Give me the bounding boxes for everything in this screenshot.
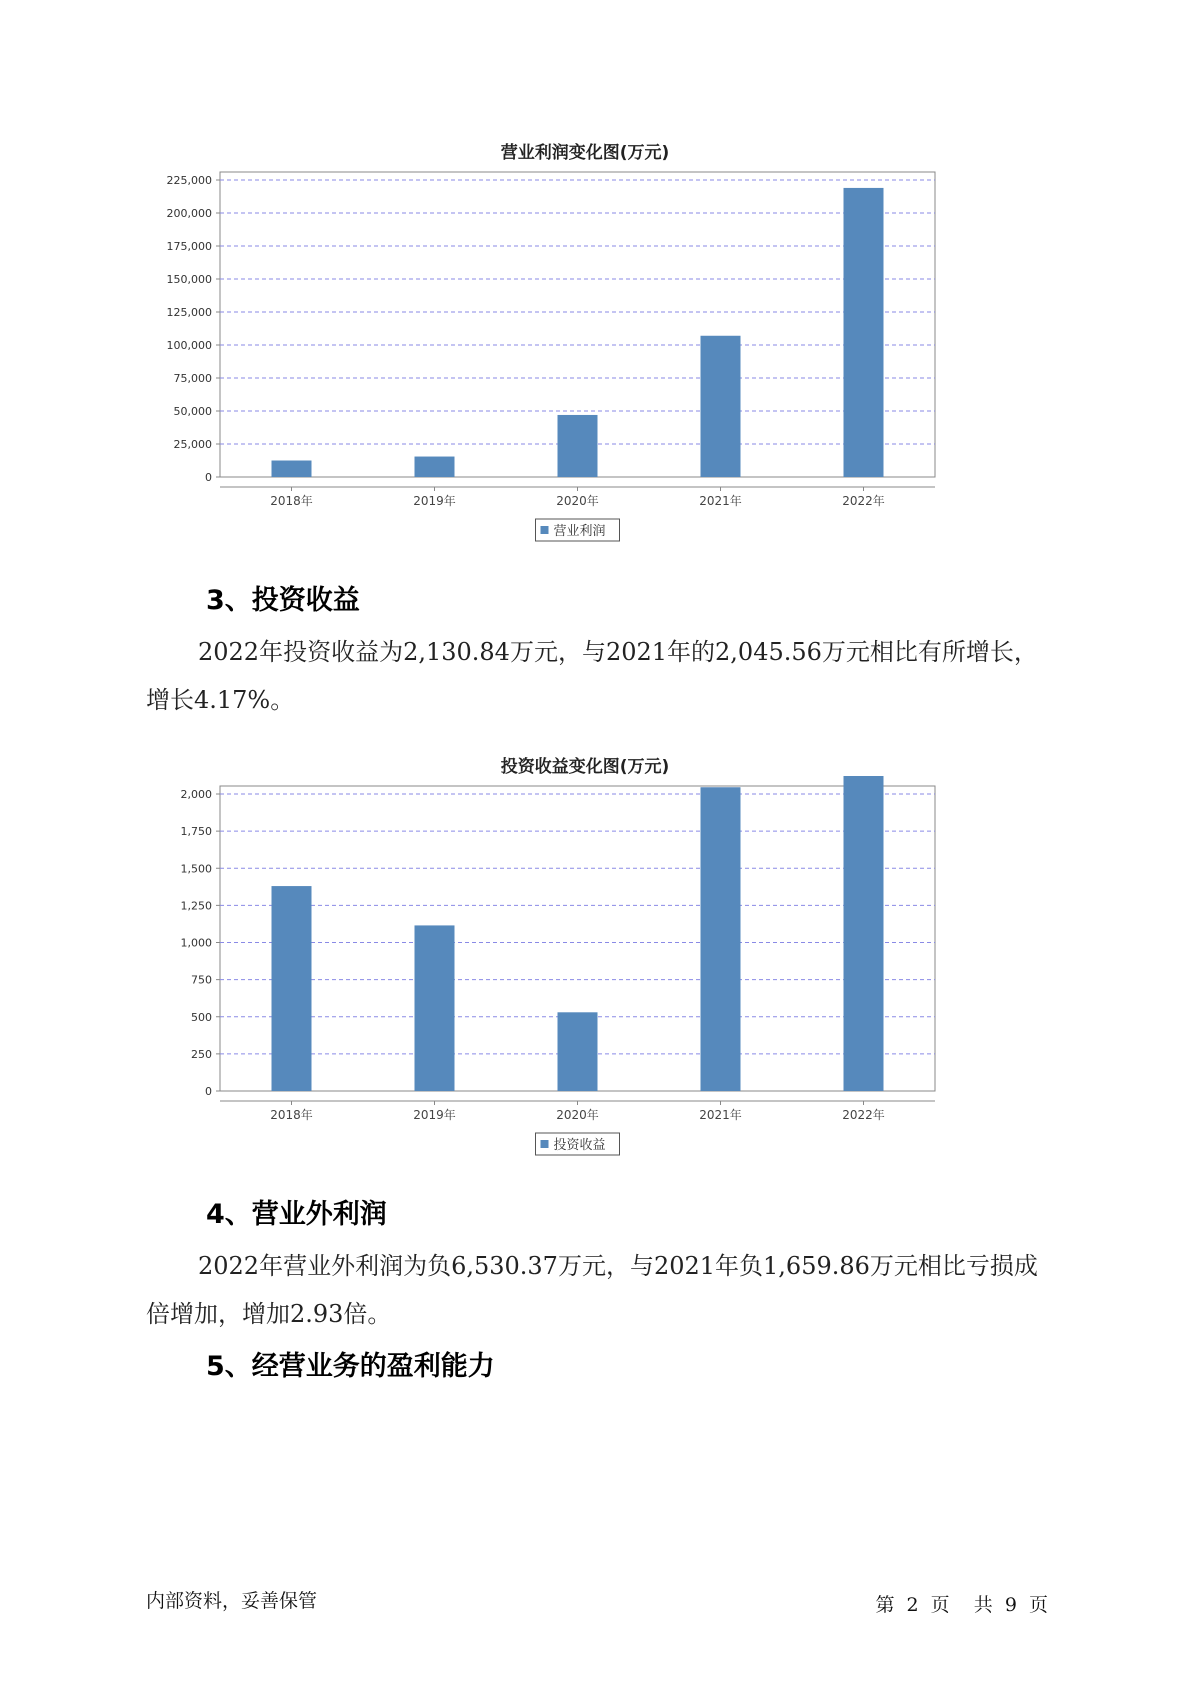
x-tick-label: 2021年: [699, 1108, 742, 1122]
investment-income-chart: [150, 752, 1020, 1172]
y-tick-label: 1,250: [180, 899, 212, 913]
bar: [272, 461, 312, 478]
y-tick-label: 150,000: [166, 273, 212, 286]
y-tick-label: 1,000: [180, 936, 212, 950]
y-tick-label: 75,000: [173, 372, 212, 385]
legend-swatch: [541, 526, 549, 534]
section-heading-profitability: 5、经营业务的盈利能力: [206, 1351, 495, 1382]
y-tick-label: 1,750: [180, 825, 212, 839]
section-heading-non-operating-profit: 4、营业外利润: [206, 1199, 387, 1230]
x-tick-label: 2019年: [413, 494, 456, 508]
y-tick-label: 0: [205, 471, 212, 484]
x-tick-label: 2021年: [699, 494, 742, 508]
x-tick-label: 2018年: [270, 494, 313, 508]
x-tick-label: 2022年: [842, 494, 885, 508]
y-tick-label: 100,000: [166, 339, 212, 352]
page-num: 2: [906, 1594, 919, 1616]
total-prefix: 共: [973, 1594, 993, 1616]
page-prefix: 第: [875, 1594, 895, 1616]
y-tick-label: 500: [191, 1010, 212, 1024]
page-suffix: 页: [930, 1594, 950, 1616]
operating-profit-chart: [150, 138, 1020, 558]
x-tick-label: 2022年: [842, 1108, 885, 1122]
x-tick-label: 2018年: [270, 1108, 313, 1122]
y-tick-label: 175,000: [166, 240, 212, 253]
y-tick-label: 25,000: [173, 438, 212, 451]
x-tick-label: 2019年: [413, 1108, 456, 1122]
legend-swatch: [541, 1140, 549, 1148]
footer-page-number: [872, 1590, 1051, 1617]
bar: [701, 336, 741, 477]
chart-title: 投资收益变化图(万元): [500, 757, 670, 777]
y-tick-label: 0: [205, 1085, 212, 1098]
bar: [272, 886, 312, 1091]
bar: [558, 1012, 598, 1091]
y-tick-label: 1,500: [180, 862, 212, 876]
y-tick-label: 225,000: [166, 174, 212, 187]
investment-income-chart-svg: [150, 776, 1020, 1171]
operating-profit-chart-svg: [150, 162, 1020, 557]
y-tick-label: 750: [191, 973, 212, 987]
chart-title: 营业利润变化图(万元): [500, 143, 670, 163]
y-tick-label: 200,000: [166, 207, 212, 220]
bar: [844, 188, 884, 477]
y-tick-label: 50,000: [173, 405, 212, 418]
bar: [415, 457, 455, 477]
y-tick-label: 2,000: [180, 788, 212, 801]
y-tick-label: 250: [191, 1047, 212, 1061]
total-num: 9: [1004, 1594, 1017, 1616]
total-suffix: 页: [1028, 1594, 1048, 1616]
non-operating-profit-paragraph: 2022年营业外利润为负6,530.37万元，与2021年负1,659.86万元相比亏损成倍增加，增加2.93倍。: [146, 1252, 1038, 1328]
x-tick-label: 2020年: [556, 1108, 599, 1122]
legend-label: 营业利润: [553, 524, 606, 539]
investment-income-paragraph: 2022年投资收益为2,130.84万元，与2021年的2,045.56万元相比有所增长，增长4.17%。: [146, 638, 1038, 714]
legend-label: 投资收益: [553, 1138, 606, 1153]
bar: [415, 925, 455, 1091]
section-heading-investment-income: 3、投资收益: [206, 585, 360, 616]
y-tick-label: 125,000: [166, 306, 212, 319]
footer-confidential-note: 内部资料，妥善保管: [146, 1590, 318, 1612]
bar: [701, 787, 741, 1091]
bar: [558, 415, 598, 477]
bar: [844, 776, 884, 1091]
x-tick-label: 2020年: [556, 494, 599, 508]
